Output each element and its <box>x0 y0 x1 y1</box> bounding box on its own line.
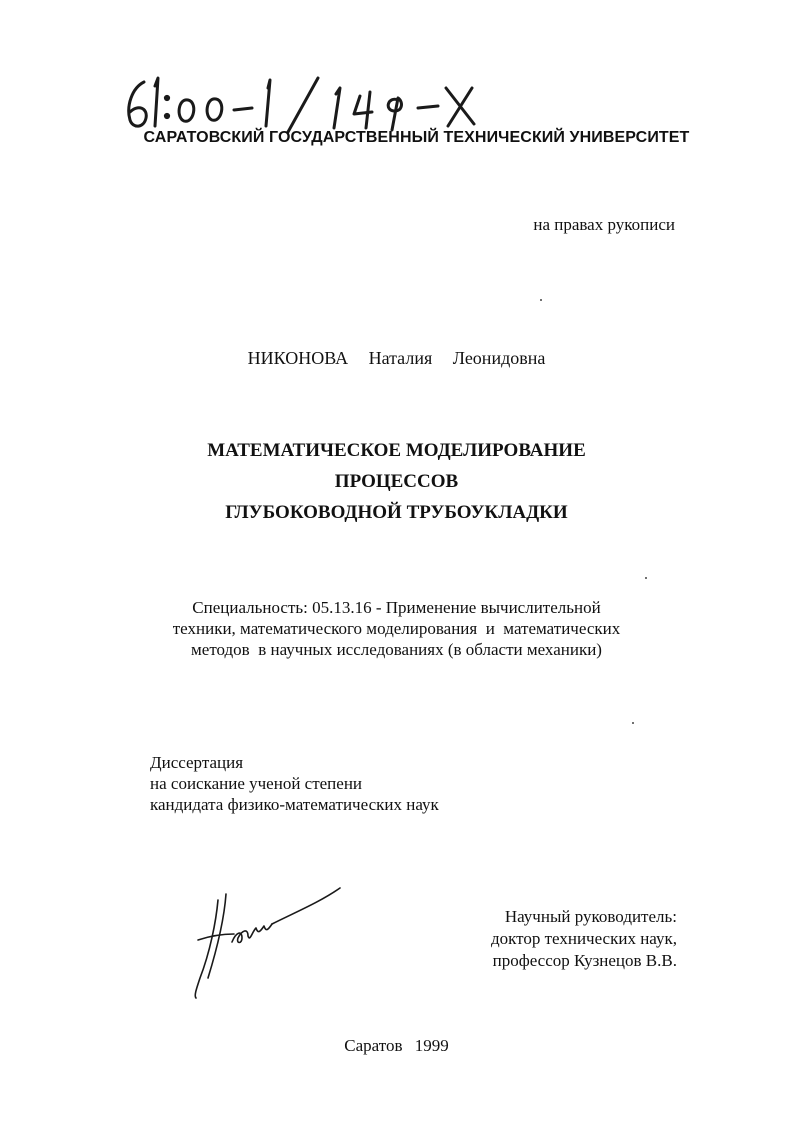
university-name: САРАТОВСКИЙ ГОСУДАРСТВЕННЫЙ ТЕХНИЧЕСКИЙ УНИВЕРСИТЕТ <box>143 129 690 146</box>
title-line: ГЛУБОКОВОДНОЙ ТРУБОУКЛАДКИ <box>225 502 568 523</box>
supervisor-line: профессор Кузнецов В.В. <box>492 951 677 970</box>
specialty-line: методов в научных исследованиях (в области механики) <box>191 640 602 659</box>
specialty-block <box>0 597 793 660</box>
handwritten-archive-code <box>122 66 482 136</box>
degree-block <box>150 752 439 815</box>
supervisor-line: Научный руководитель: <box>504 907 677 926</box>
scan-speck <box>632 722 634 724</box>
city: Саратов <box>344 1036 403 1055</box>
specialty-line: техники, математического моделирования и математических <box>172 619 621 638</box>
supervisor-signature <box>186 882 346 1002</box>
manuscript-rights-note: на правах рукописи <box>533 215 675 234</box>
degree-line: на соискание ученой степени <box>150 774 363 793</box>
degree-line: кандидата физико-математических наук <box>150 795 439 814</box>
author-patronymic: Леонидовна <box>452 348 546 368</box>
supervisor-block <box>491 906 677 972</box>
title-line: МАТЕМАТИЧЕСКОЕ МОДЕЛИРОВАНИЕ <box>207 440 586 461</box>
city-year <box>0 1036 793 1056</box>
specialty-line: Специальность: 05.13.16 - Применение вычислительной <box>192 598 601 617</box>
scan-speck <box>540 299 542 301</box>
supervisor-line: доктор технических наук, <box>490 929 677 948</box>
year: 1999 <box>414 1036 449 1055</box>
degree-line: Диссертация <box>150 753 244 772</box>
dissertation-title <box>0 435 793 528</box>
author-first-name: Наталия <box>368 348 433 368</box>
author-name <box>0 348 793 369</box>
scan-speck <box>645 577 647 579</box>
title-line: ПРОЦЕССОВ <box>334 471 459 492</box>
author-surname: НИКОНОВА <box>247 348 349 368</box>
